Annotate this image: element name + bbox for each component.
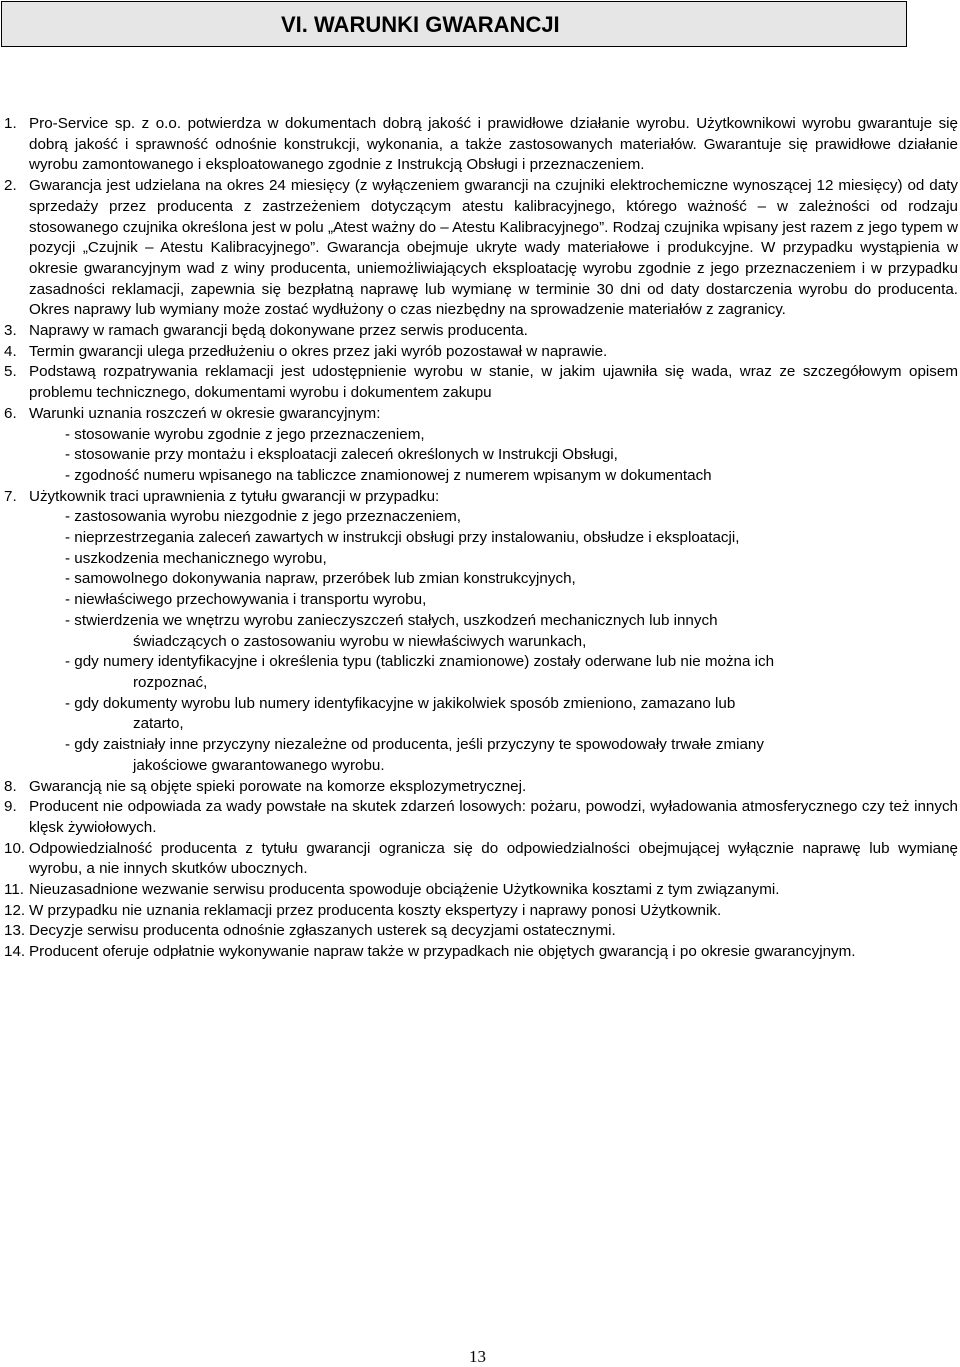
sub-list-item-continuation: świadczących o zastosowaniu wyrobu w niewłaściwych warunkach, <box>133 632 587 650</box>
list-item <box>4 797 958 838</box>
list-item <box>4 321 958 342</box>
list-item <box>4 176 958 321</box>
sub-list-item-text: - niewłaściwego przechowywania i transportu wyrobu, <box>65 591 427 609</box>
list-item <box>4 942 958 963</box>
list-item-number: 4. <box>4 342 17 360</box>
list-item-number: 6. <box>4 404 17 422</box>
list-item <box>4 921 958 942</box>
sub-list-item-text: - gdy dokumenty wyrobu lub numery identyfikacyjne w jakikolwiek sposób zmieniono, zamazano lub <box>65 694 736 712</box>
list-item <box>4 487 958 508</box>
list-item <box>4 880 958 901</box>
list-item-number: 11. <box>4 881 24 899</box>
sub-list-item <box>4 549 958 570</box>
list-item-number: 9. <box>4 798 17 816</box>
list-item <box>4 114 958 176</box>
sub-list-item <box>4 735 958 776</box>
sub-list-item-text: - nieprzestrzegania zaleceń zawartych w instrukcji obsługi przy instalowaniu, obsłudze i eksploatacji, <box>65 529 740 547</box>
list-item-text: W przypadku nie uznania reklamacji przez producenta koszty ekspertyzy i naprawy ponosi Użytkownik. <box>29 901 722 919</box>
sub-list-item <box>4 611 958 652</box>
list-item-text: Producent oferuje odpłatnie wykonywanie napraw także w przypadkach nie objętych gwarancją i po okresie gwarancyjnym. <box>29 943 856 961</box>
list-item-number: 14. <box>4 943 26 961</box>
sub-list-item-text: - stwierdzenia we wnętrzu wyrobu zanieczyszczeń stałych, uszkodzeń mechanicznych lub innych <box>65 611 718 629</box>
list-item <box>4 777 958 798</box>
list-item-text: Producent nie odpowiada za wady powstałe na skutek zdarzeń losowych: pożaru, powodzi, wyładowania atmosferycznego czy też innych klęsk żywiołowych. <box>29 798 958 836</box>
list-item-number: 8. <box>4 777 17 795</box>
list-item <box>4 839 958 880</box>
list-item-text: Nieuzasadnione wezwanie serwisu producenta spowoduje obciążenie Użytkownika kosztami z tym związanymi. <box>29 881 780 899</box>
list-item <box>4 342 958 363</box>
list-item <box>4 901 958 922</box>
sub-list-item <box>4 652 958 693</box>
list-item-number: 13. <box>4 922 26 940</box>
sub-list-item-continuation: rozpoznać, <box>133 673 208 691</box>
list-item-text: Decyzje serwisu producenta odnośnie zgłaszanych usterek są decyzjami ostatecznymi. <box>29 922 616 940</box>
list-item-number: 12. <box>4 901 26 919</box>
sub-list-item <box>4 569 958 590</box>
sub-list-item-text: - zgodność numeru wpisanego na tabliczce znamionowej z numerem wpisanym w dokumentach <box>65 466 712 484</box>
sub-list-item-text: - stosowanie przy montażu i eksploatacji zaleceń określonych w Instrukcji Obsługi, <box>65 446 618 464</box>
warranty-terms-list <box>4 114 958 963</box>
sub-list-item <box>4 507 958 528</box>
list-item-number: 7. <box>4 487 17 505</box>
list-item <box>4 362 958 403</box>
sub-list-item <box>4 466 958 487</box>
list-item-number: 1. <box>4 115 17 132</box>
list-item-text: Gwarancją nie są objęte spieki porowate na komorze eksplozymetrycznej. <box>29 777 527 795</box>
sub-list-item <box>4 445 958 466</box>
sub-list-item-continuation: zatarto, <box>133 715 184 733</box>
list-item-text: Odpowiedzialność producenta z tytułu gwarancji ogranicza się do odpowiedzialności obejmującej wyłącznie naprawę lub wymianę wyrobu, a nie innych skutków ubocznych. <box>29 839 958 878</box>
list-item-text: Gwarancja jest udzielana na okres 24 miesięcy (z wyłączeniem gwarancji na czujniki elektrochemiczne wynoszącej 12 miesięcy) od daty sprzedaży przez producenta z zastrzeżeniem dotyczącym atestu kalibracyjnego, którego ważność – w zależności od rodzaju stosowanego czujnika określona jest w polu „Atest ważny do – Atestu Kalibracyjnego”. Rodzaj czujnika wpisany jest razem z jego typem w pozycji „Czujnik – Atestu Kalibracyjnego”. Gwarancja obejmuje ukryte wady materiałowe i produkcyjne. W przypadku wystąpienia w okresie gwarancyjnym wad z winy producenta, uniemożliwiających eksploatację wyrobu zgodnie z jego przeznaczeniem i w przypadku zasadności reklamacji, zapewnia się bezpłatną naprawę lub wymianę w terminie 30 dni od daty dostarczenia wyrobu do producenta. Okres naprawy lub wymiany może zostać wydłużony o czas niezbędny na sprowadzenie materiałów z zagranicy. <box>29 177 958 319</box>
page-number: 13 <box>469 1347 486 1366</box>
list-item-text: Pro-Service sp. z o.o. potwierdza w dokumentach dobrą jakość i prawidłowe działanie wyrobu. Użytkownikowi wyrobu gwarantuje się dobrą jakość i sprawność odnośnie konstrukcji, wykonania, a także zastosowanych materiałów. Gwarantuje się prawidłowe działanie wyrobu zamontowanego i eksploatowanego zgodnie z Instrukcją Obsługi i przeznaczeniem. <box>29 115 958 174</box>
list-item-text: Termin gwarancji ulega przedłużeniu o okres przez jaki wyrób pozostawał w naprawie. <box>29 342 608 360</box>
list-item-number: 2. <box>4 177 17 195</box>
sub-list-item-text: - gdy numery identyfikacyjne i określenia typu (tabliczki znamionowe) zostały oderwane lub nie można ich <box>65 653 775 671</box>
section-title-box <box>1 1 907 47</box>
list-item-number: 5. <box>4 363 17 381</box>
sub-list-item-text: - stosowanie wyrobu zgodnie z jego przeznaczeniem, <box>65 425 425 443</box>
list-item-text: Podstawą rozpatrywania reklamacji jest udostępnienie wyrobu w stanie, w jakim ujawniła się wada, wraz ze szczegółowym opisem problemu technicznego, dokumentami wyrobu i dokumentem zakupu <box>29 363 958 402</box>
list-item-text: Warunki uznania roszczeń w okresie gwarancyjnym: <box>29 404 381 422</box>
sub-list-item-text: - samowolnego dokonywania napraw, przeróbek lub zmian konstrukcyjnych, <box>65 570 576 588</box>
list-item-text: Naprawy w ramach gwarancji będą dokonywane przez serwis producenta. <box>29 322 528 340</box>
sub-list-item <box>4 528 958 549</box>
list-item-text: Użytkownik traci uprawnienia z tytułu gwarancji w przypadku: <box>29 487 440 505</box>
sub-list-item <box>4 590 958 611</box>
list-item <box>4 404 958 425</box>
list-item-number: 3. <box>4 322 17 340</box>
list-item-number: 10. <box>4 839 26 857</box>
sub-list-item-text: - gdy zaistniały inne przyczyny niezależne od producenta, jeśli przyczyny te spowodowały trwałe zmiany <box>65 736 764 754</box>
sub-list-item <box>4 425 958 446</box>
sub-list-item-text: - uszkodzenia mechanicznego wyrobu, <box>65 549 327 567</box>
sub-list-item-text: - zastosowania wyrobu niezgodnie z jego przeznaczeniem, <box>65 508 461 526</box>
section-title: VI. WARUNKI GWARANCJI <box>281 12 560 37</box>
sub-list-item <box>4 694 958 735</box>
sub-list-item-continuation: jakościowe gwarantowanego wyrobu. <box>133 756 385 774</box>
